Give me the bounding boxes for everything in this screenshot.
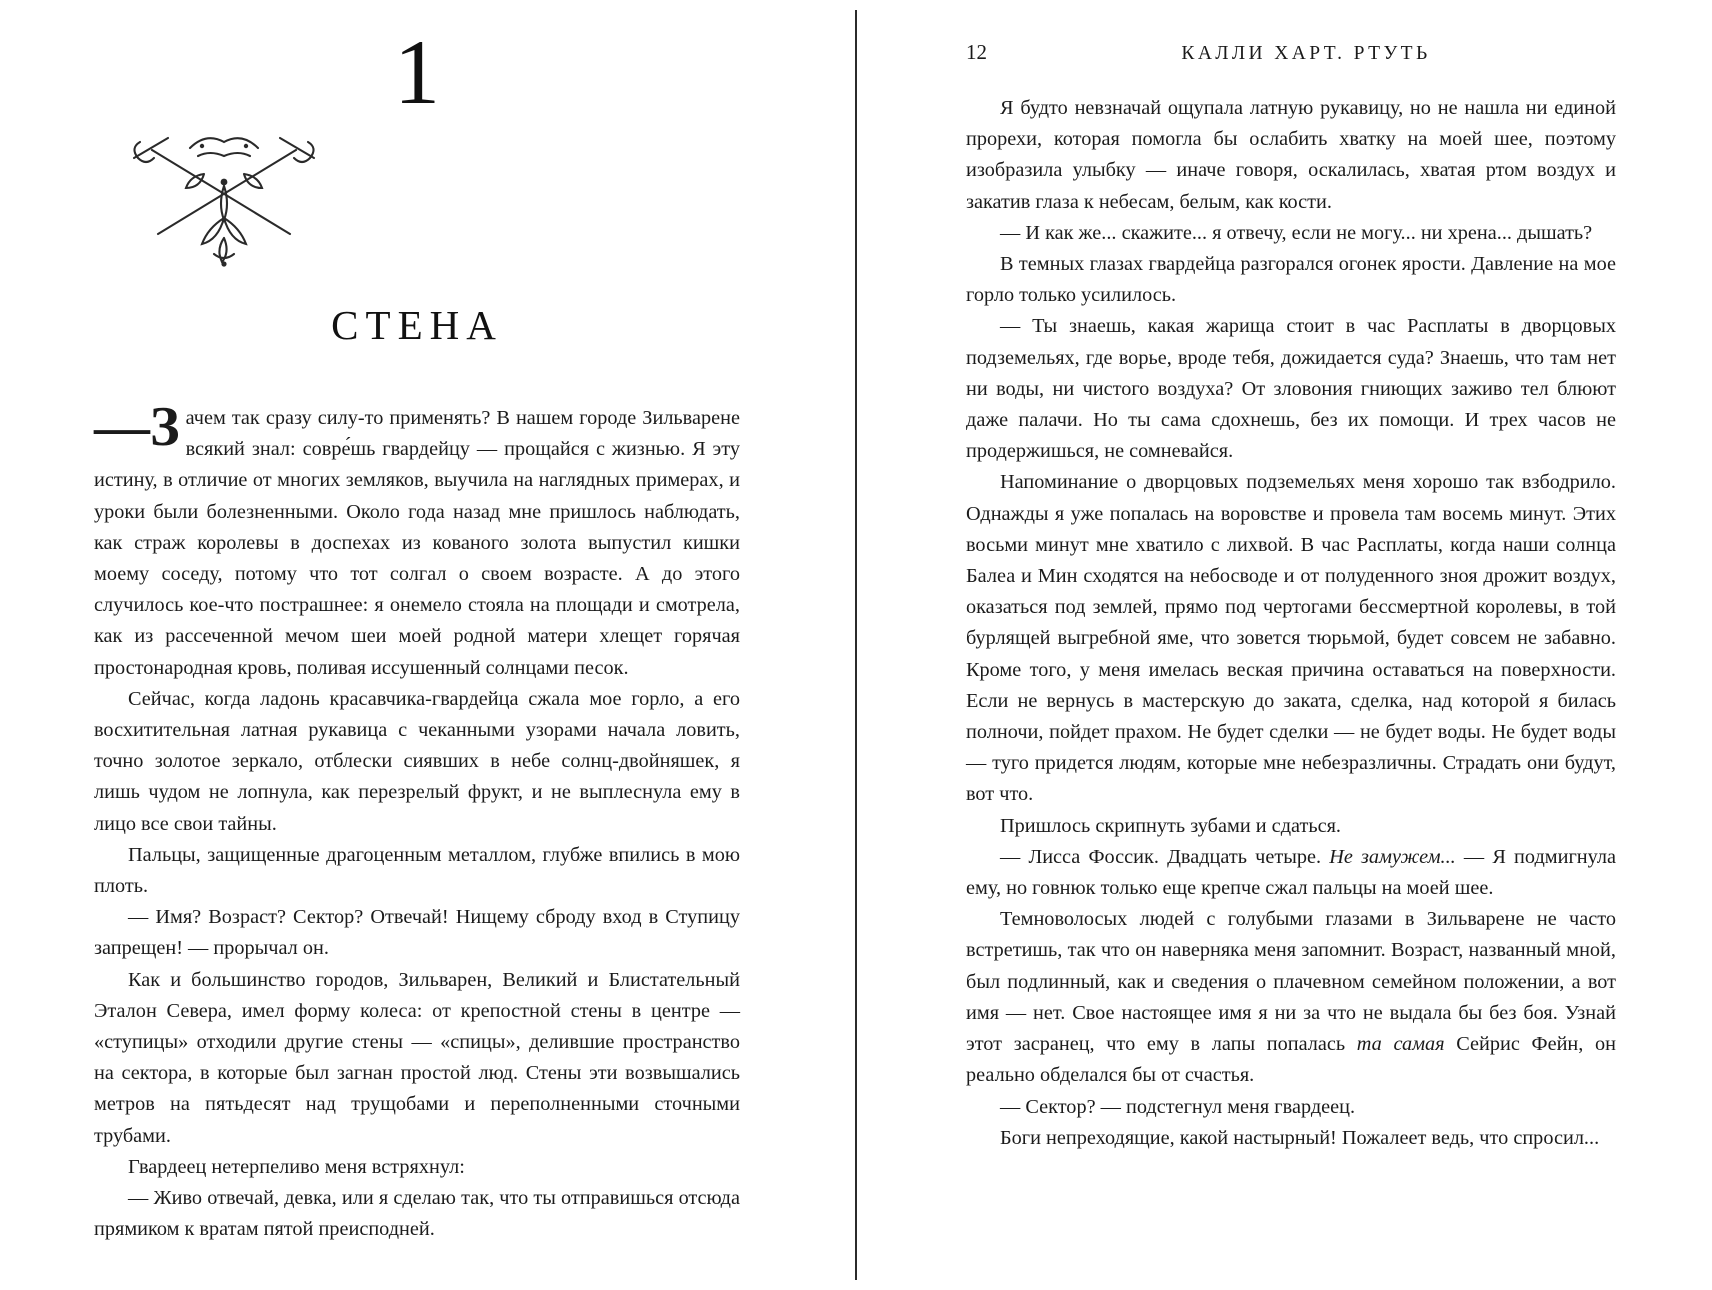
paragraph: Боги непреходящие, какой настырный! Пожалеет ведь, что спросил...	[1000, 1126, 1600, 1149]
paragraph-with-italic: Темноволосых людей с голубыми глазами в Зильварене не часто встретишь, так что он наверняка меня запомнит. Возраст, названный мной, был подлинный, как и сведения о плачевном семейном положении, а вот имя — нет. Свое настоящее имя я ни за что не выдала бы без боя. Узнай этот засранец, что ему в лапы попалась та самая Сейрис Фейн, он реально обделался бы от счастья.	[966, 908, 1616, 1087]
paragraph: — Ты знаешь, какая жарища стоит в час Расплаты в дворцовых подземельях, где ворье, вроде тебя, дожидается суда? Знаешь, что там нет ни воды, ни чистого воздуха? От зловония гниющих заживо тел блюют даже палачи. Но ты сама сдохнешь, без их помощи. И трех часов не продержишься, не сомневайся.	[966, 315, 1616, 463]
paragraph: Пальцы, защищенные драгоценным металлом, глубже впились в мою плоть.	[94, 843, 740, 898]
paragraph: Я будто невзначай ощупала латную рукавицу, но не нашла ни единой прорехи, которая помогла бы ослабить хватку на моей шее, поэтому изобразила улыбку — иначе говоря, оскалилась, хватая ртом воздух и закатив глаза к небесам, белым, как кости.	[966, 97, 1616, 213]
page-number: 12	[966, 40, 987, 64]
paragraph-text: ачем так сразу силу-то применять? В нашем городе Зильварене всякий знал: совре́шь гвардейцу — прощайся с жизнью. Я эту истину, в отличие от многих земляков, выучила на наглядных примерах, и уроки были болезненными. Около года назад мне пришлось наблюдать, как страж королевы в доспехах из кованого золота выпустил кишки моему соседу, потому что тот солгал о своем возрасте. А до этого случилось кое-что пострашнее: я онемело стояла на площади и смотрела, как из рассеченной мечом шеи моей родной матери хлещет горячая простонародная кровь, поливая иссушенный солнцами песок.	[94, 407, 740, 679]
paragraph: Пришлось скрипнуть зубами и сдаться.	[1000, 814, 1341, 837]
paragraph: — Живо отвечай, девка, или я сделаю так, что ты отправишься отсюда прямиком к вратам пятой преисподней.	[94, 1187, 740, 1241]
running-title: КАЛЛИ ХАРТ. РТУТЬ	[1181, 43, 1431, 64]
left-page-body	[94, 396, 740, 1245]
crossed-swords-vine-ornament	[94, 122, 740, 277]
chapter-title: СТЕНА	[331, 302, 503, 348]
paragraph: Напоминание о дворцовых подземельях меня хорошо так взбодрило. Однажды я уже попалась на воровстве и провела там восемь минут. Этих восьми минут мне хватило с лихвой. В час Расплаты, когда наши солнца Балеа и Мин сходятся на небосводе и от полуденного зноя дрожит воздух, оказаться под землей, прямо под чертогами бессмертной королевы, в той бурлящей выгребной яме, что зовется тюрьмой, будет совсем не забавно. Кроме того, у меня имелась веская причина оставаться на поверхности. Если не вернусь в мастерскую до заката, сделка, над которой я билась полночи, пойдет прахом. Не будет сделки — не будет воды. Не будет воды — туго придется людям, которые мне небезразличны. Страдать они будут, вот что.	[966, 471, 1616, 806]
right-page-body	[966, 93, 1616, 1154]
dropcap-letter: —З	[94, 396, 180, 458]
running-head	[966, 0, 1616, 65]
paragraph: В темных глазах гвардейца разгорался огонек ярости. Давление на мое горло только усилилось.	[966, 253, 1616, 307]
paragraph: — Имя? Возраст? Сектор? Отвечай! Нищему сброду вход в Ступицу запрещен! — прорычал он.	[94, 906, 740, 960]
paragraph: Как и большинство городов, Зильварен, Великий и Блистательный Эталон Севера, имел форму колеса: от крепостной стены в центре — «ступицы» отходили другие стены — «спицы», делившие пространство на сектора, в которые был загнан простой люд. Стены эти возвышались метров на пятьдесят над трущобами и переполненными сточными трубами.	[94, 968, 740, 1147]
paragraph-with-italic: — Лисса Фоссик. Двадцать четыре. Не замужем... — Я подмигнула ему, но говнюк только еще крепче сжал пальцы на моей шее.	[966, 845, 1616, 900]
paragraph: Гвардеец нетерпеливо меня встряхнул:	[128, 1155, 465, 1178]
paragraph-opening	[94, 396, 740, 684]
chapter-number: 1	[394, 21, 440, 123]
paragraph: — И как же... скажите... я отвечу, если не могу... ни хрена... дышать?	[1000, 221, 1593, 244]
right-page	[856, 0, 1712, 1290]
paragraph: Сейчас, когда ладонь красавчика-гвардейца сжала мое горло, а его восхитительная латная рукавица с чеканными узорами начала ловить, точно золотое зеркало, отблески сиявших в небе солнц-двойняшек, я лишь чудом не лопнула, как перезрелый фрукт, и не выплеснула ему в лицо все свои тайны.	[94, 687, 740, 835]
paragraph: — Сектор? — подстегнул меня гвардеец.	[1000, 1095, 1356, 1118]
